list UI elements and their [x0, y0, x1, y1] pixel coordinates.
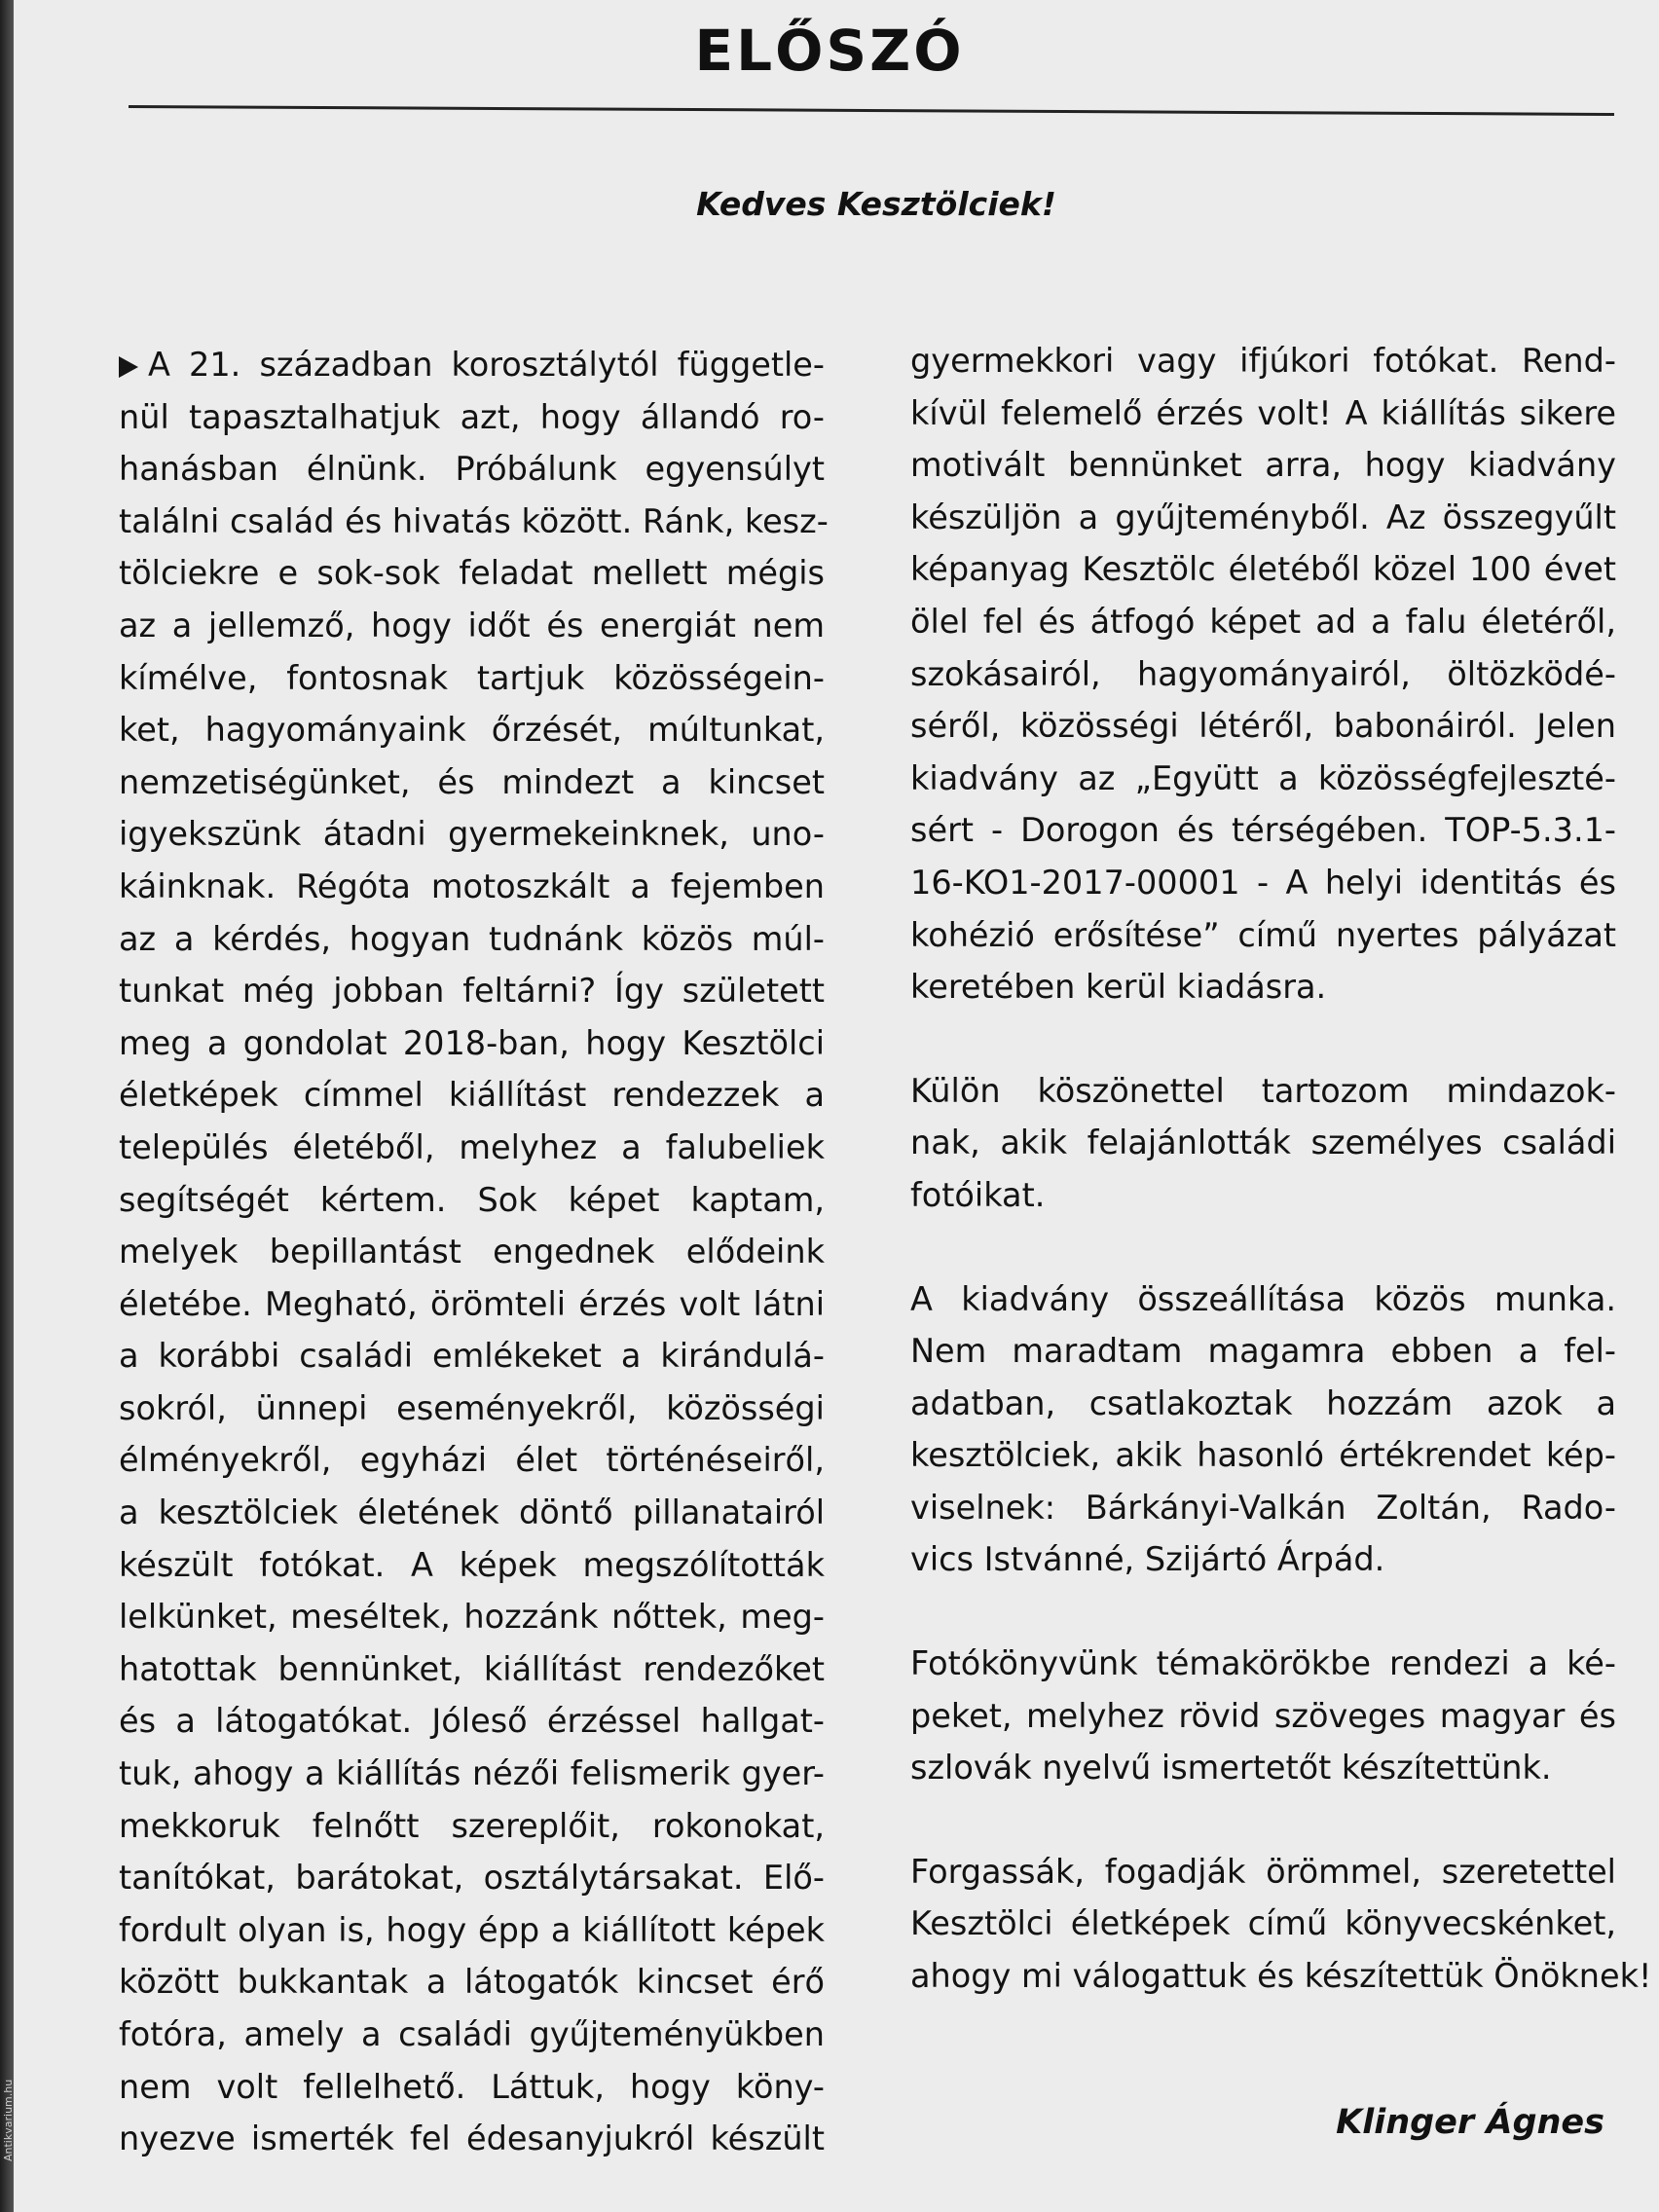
- text-line: adatban, csatlakoztak hozzám azok a: [910, 1383, 1616, 1422]
- text-line: Kesztölci életképek című könyvecskénket,: [910, 1904, 1616, 1943]
- page-title: ELŐSZÓ: [694, 18, 965, 84]
- text-line: A kiadvány összeállítása közös munka.: [910, 1279, 1616, 1318]
- text-line: vics Istvánné, Szijártó Árpád.: [910, 1540, 1385, 1579]
- text-line: ahogy mi válogattuk és készítettük Önöknek!: [910, 1957, 1652, 1996]
- text-line: segítségét kértem. Sok képet kaptam,: [119, 1180, 825, 1219]
- text-line: fotóikat.: [910, 1175, 1046, 1214]
- text-line: hanásban élnünk. Próbálunk egyensúlyt: [119, 450, 825, 489]
- page-edge-shadow: [0, 0, 14, 2212]
- text-line: igyekszünk átadni gyermekeinknek, uno-: [119, 815, 825, 854]
- text-line: tölciekre e sok-sok feladat mellett mégis: [119, 554, 825, 593]
- play-arrow-icon: [119, 356, 138, 378]
- text-line: séről, közösségi létéről, babonáiról. Jelen: [910, 707, 1616, 746]
- text-line: az a jellemző, hogy időt és energiát nem: [119, 606, 825, 645]
- text-line: sokról, ünnepi eseményekről, közösségi: [119, 1388, 825, 1427]
- text-line: a kesztölciek életének döntő pillanatairól: [119, 1493, 825, 1532]
- text-line: között bukkantak a látogatók kincset érő: [119, 1963, 825, 2002]
- text-line: Fotókönyvünk témakörökbe rendezi a ké-: [910, 1644, 1616, 1683]
- text-line: kiadvány az „Együtt a közösségfejleszté-: [910, 758, 1616, 797]
- text-line: viselnek: Bárkányi-Valkán Zoltán, Rado-: [910, 1488, 1616, 1527]
- text-line: készüljön a gyűjteményből. Az összegyűlt: [910, 498, 1616, 536]
- text-line: életébe. Megható, örömteli érzés volt látni: [119, 1284, 825, 1323]
- text-line: Külön köszönettel tartozom mindazok-: [910, 1071, 1616, 1110]
- text-line: település életéből, melyhez a falubeliek: [119, 1127, 825, 1166]
- text-line: nül tapasztalhatjuk azt, hogy állandó ro-: [119, 397, 825, 436]
- watermark: Antikvarium.hu: [2, 2079, 15, 2161]
- text-line: gyermekkori vagy ifjúkori fotókat. Rend-: [910, 342, 1616, 380]
- text-line: Nem maradtam magamra ebben a fel-: [910, 1332, 1616, 1371]
- text-line: kívül felemelő érzés volt! A kiállítás sikere: [910, 393, 1616, 432]
- paragraph-gap: [910, 1794, 1616, 1846]
- text-line: fordult olyan is, hogy épp a kiállított képek: [119, 1910, 825, 1949]
- text-line: hatottak bennünket, kiállítást rendezőket: [119, 1649, 825, 1688]
- text-line: szlovák nyelvű ismertetőt készítettünk.: [910, 1749, 1552, 1788]
- text-line: szokásairól, hagyományairól, öltözködé-: [910, 654, 1616, 693]
- paragraph-contributors: [910, 1273, 1616, 1587]
- text-line: Forgassák, fogadják örömmel, szeretettel: [910, 1852, 1616, 1891]
- paragraph-structure: [910, 1638, 1616, 1794]
- paragraph-thanks: [910, 1065, 1616, 1222]
- text-line: tunkat még jobban feltárni? Így született: [119, 972, 825, 1011]
- text-line: nemzetiségünket, és mindezt a kincset: [119, 762, 825, 801]
- author-signature: Klinger Ágnes: [1336, 2103, 1604, 2142]
- text-line: motivált bennünket arra, hogy kiadvány: [910, 446, 1616, 485]
- text-line: képanyag Kesztölc életéből közel 100 évet: [910, 550, 1616, 589]
- text-line: tuk, ahogy a kiállítás nézői felismerik gyer-: [119, 1754, 825, 1793]
- text-line: fotóra, amely a családi gyűjteményükben: [119, 2015, 825, 2053]
- text-line: melyek bepillantást engednek elődeink: [119, 1233, 825, 1272]
- text-line: kohézió erősítése” című nyertes pályázat: [910, 915, 1616, 954]
- text-line: ket, hagyományaink őrzését, múltunkat,: [119, 711, 825, 750]
- text-line: káinknak. Régóta motoszkált a fejemben: [119, 866, 825, 905]
- text-line: 16-KO1-2017-00001 - A helyi identitás és: [910, 863, 1616, 902]
- paragraph-continuation: [910, 335, 1616, 1014]
- text-line: tanítókat, barátokat, osztálytársakat. Elő-: [119, 1859, 825, 1898]
- text-line: életképek címmel kiállítást rendezzek a: [119, 1076, 825, 1115]
- paragraph-gap: [910, 1586, 1616, 1638]
- paragraph-gap: [910, 1222, 1616, 1273]
- text-line: találni család és hivatás között. Ránk, kesz-: [119, 501, 829, 540]
- text-line: készült fotókat. A képek megszólították: [119, 1545, 825, 1584]
- text-line: nem volt fellelhető. Láttuk, hogy köny-: [119, 2067, 825, 2106]
- text-line: az a kérdés, hogyan tudnánk közös múl-: [119, 919, 825, 958]
- text-line: lelkünket, meséltek, hozzánk nőttek, meg-: [119, 1598, 825, 1637]
- text-line: keretében kerül kiadásra.: [910, 968, 1327, 1007]
- text-line: a korábbi családi emlékeket a kirándulá-: [119, 1337, 825, 1376]
- text-line: kímélve, fontosnak tartjuk közösségein-: [119, 658, 825, 697]
- text-line: ölel fel és átfogó képet ad a falu életéről,: [910, 602, 1616, 641]
- left-column: [119, 339, 829, 2165]
- paragraph-gap: [910, 1014, 1616, 1065]
- text-line: kesztölciek, akik hasonló értékrendet kép-: [910, 1436, 1616, 1475]
- text-line: sért - Dorogon és térségében. TOP-5.3.1-: [910, 811, 1616, 850]
- text-line: nyezve ismerték fel édesanyjukról készült: [119, 2120, 825, 2158]
- right-column: [910, 335, 1652, 2003]
- text-line: mekkoruk felnőtt szereplőit, rokonokat,: [119, 1806, 825, 1845]
- text-line: A 21. században korosztálytól függetle-: [119, 339, 825, 391]
- text-line: nak, akik felajánlották személyes családi: [910, 1124, 1616, 1162]
- greeting: Kedves Kesztölciek!: [696, 185, 1056, 223]
- text-line: élményekről, egyházi élet történéseiről,: [119, 1441, 825, 1480]
- paragraph-closing: [910, 1846, 1652, 2003]
- text-line: és a látogatókat. Jóleső érzéssel hallgat-: [119, 1702, 825, 1741]
- text-line: meg a gondolat 2018-ban, hogy Kesztölci: [119, 1023, 825, 1062]
- text-line: peket, melyhez rövid szöveges magyar és: [910, 1696, 1616, 1735]
